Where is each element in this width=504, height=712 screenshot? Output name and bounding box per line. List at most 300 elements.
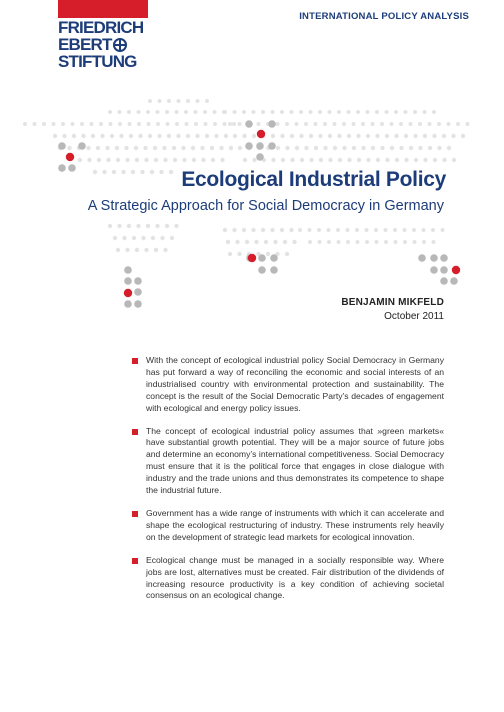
summary-list	[130, 355, 444, 613]
map-dot	[223, 228, 227, 232]
map-highlight-dot	[270, 254, 278, 262]
map-highlight-dot	[440, 266, 448, 274]
map-dot	[337, 110, 341, 114]
map-dot	[338, 158, 342, 162]
map-dot	[261, 228, 265, 232]
map-dot	[264, 240, 268, 244]
map-dot	[352, 122, 356, 126]
map-dot	[214, 134, 218, 138]
map-dot	[252, 158, 256, 162]
map-dot	[365, 228, 369, 232]
list-item: The concept of ecological industrial policy assumes that »green markets« have substantial growth potential. They will be a major source of future jobs and determine an economy’s international competitiveness. Social Democracy must ensure that it is the political force that engages in close dialogue with industry and the trade unions and thus demonstrates its competence to shape the industrial future.	[130, 426, 444, 497]
map-dot	[328, 134, 332, 138]
map-dot	[298, 228, 302, 232]
map-dot	[159, 170, 163, 174]
map-dot	[154, 158, 158, 162]
map-highlight-dot	[78, 142, 86, 150]
map-dot	[67, 146, 71, 150]
map-dot	[223, 122, 227, 126]
map-dot	[140, 170, 144, 174]
map-dot	[108, 110, 112, 114]
map-dot	[432, 134, 436, 138]
map-dot	[366, 158, 370, 162]
map-dot	[129, 134, 133, 138]
map-dot	[318, 240, 322, 244]
map-dot	[160, 236, 164, 240]
map-dot	[157, 134, 161, 138]
map-dot	[319, 158, 323, 162]
map-dot	[271, 110, 275, 114]
map-dot	[163, 158, 167, 162]
map-dot	[186, 134, 190, 138]
map-dot	[395, 158, 399, 162]
map-dot	[361, 146, 365, 150]
map-dot	[422, 240, 426, 244]
map-dot	[156, 122, 160, 126]
map-dot	[172, 146, 176, 150]
map-dot	[285, 252, 289, 256]
map-dot	[167, 134, 171, 138]
map-dot	[437, 146, 441, 150]
map-dot	[119, 134, 123, 138]
map-dot	[136, 224, 140, 228]
map-dot	[442, 158, 446, 162]
map-dot	[165, 224, 169, 228]
map-dot	[390, 146, 394, 150]
map-dot	[176, 134, 180, 138]
map-dot	[309, 134, 313, 138]
map-dot	[309, 110, 313, 114]
map-dot	[173, 158, 177, 162]
map-dot	[135, 248, 139, 252]
map-dot	[276, 122, 280, 126]
map-dot	[251, 228, 255, 232]
map-dot	[308, 240, 312, 244]
map-dot	[52, 122, 56, 126]
map-dot	[93, 170, 97, 174]
map-dot	[138, 134, 142, 138]
map-highlight-dot	[68, 164, 76, 172]
map-dot	[304, 146, 308, 150]
map-highlight-dot	[440, 254, 448, 262]
map-highlight-dot	[134, 288, 142, 296]
map-dot	[376, 158, 380, 162]
map-dot	[116, 248, 120, 252]
map-dot	[399, 122, 403, 126]
map-dot	[428, 122, 432, 126]
map-dot	[233, 110, 237, 114]
map-highlight-dot	[245, 120, 253, 128]
map-dot	[314, 122, 318, 126]
red-square-bullet-icon	[132, 358, 138, 364]
map-dot	[375, 110, 379, 114]
map-highlight-dot	[268, 142, 276, 150]
map-dot	[124, 146, 128, 150]
map-dot	[442, 134, 446, 138]
map-dot	[314, 146, 318, 150]
map-dot	[201, 158, 205, 162]
map-dot	[213, 110, 217, 114]
map-dot	[422, 228, 426, 232]
map-dot	[166, 122, 170, 126]
map-highlight-dot	[134, 277, 142, 285]
map-dot	[380, 122, 384, 126]
map-dot	[266, 252, 270, 256]
map-dot	[346, 240, 350, 244]
map-dot	[158, 99, 162, 103]
map-dot	[280, 228, 284, 232]
map-dot	[71, 122, 75, 126]
map-dot	[371, 122, 375, 126]
series-label: INTERNATIONAL POLICY ANALYSIS	[299, 11, 469, 22]
map-marker-dot	[248, 254, 256, 262]
map-dot	[177, 99, 181, 103]
map-dot	[238, 122, 242, 126]
world-dot-map	[0, 0, 504, 320]
map-dot	[96, 146, 100, 150]
map-dot	[252, 134, 256, 138]
map-dot	[80, 122, 84, 126]
map-dot	[361, 122, 365, 126]
map-dot	[466, 122, 470, 126]
map-dot	[125, 158, 129, 162]
logo-line: FRIEDRICH	[58, 18, 144, 37]
map-dot	[243, 158, 247, 162]
map-highlight-dot	[124, 266, 132, 274]
map-dot	[228, 122, 232, 126]
map-dot	[106, 158, 110, 162]
map-dot	[257, 122, 261, 126]
map-dot	[418, 122, 422, 126]
map-dot	[229, 146, 233, 150]
map-dot	[151, 236, 155, 240]
map-dot	[283, 240, 287, 244]
map-dot	[132, 236, 136, 240]
map-dot	[342, 122, 346, 126]
map-dot	[403, 228, 407, 232]
map-dot	[413, 240, 417, 244]
map-dot	[181, 146, 185, 150]
map-dot	[112, 170, 116, 174]
map-highlight-dot	[440, 277, 448, 285]
map-highlight-dot	[258, 266, 266, 274]
map-dot	[87, 158, 91, 162]
map-dot	[280, 110, 284, 114]
map-dot	[295, 122, 299, 126]
map-dot	[399, 146, 403, 150]
map-dot	[226, 240, 230, 244]
map-dot	[295, 146, 299, 150]
map-dot	[437, 122, 441, 126]
map-dot	[232, 122, 236, 126]
map-marker-dot	[452, 266, 460, 274]
map-dot	[336, 228, 340, 232]
map-dot	[432, 110, 436, 114]
map-dot	[357, 158, 361, 162]
map-dot	[205, 99, 209, 103]
map-dot	[242, 110, 246, 114]
map-dot	[337, 240, 341, 244]
map-dot	[182, 158, 186, 162]
map-dot	[308, 228, 312, 232]
map-dot	[333, 146, 337, 150]
map-dot	[122, 236, 126, 240]
map-marker-dot	[66, 153, 74, 161]
map-dot	[289, 228, 293, 232]
map-highlight-dot	[430, 254, 438, 262]
map-dot	[135, 158, 139, 162]
map-highlight-dot	[258, 254, 266, 262]
map-dot	[375, 240, 379, 244]
map-dot	[91, 134, 95, 138]
map-dot	[413, 110, 417, 114]
map-dot	[352, 146, 356, 150]
map-dot	[431, 228, 435, 232]
map-dot	[191, 146, 195, 150]
map-dot	[366, 134, 370, 138]
map-dot	[219, 146, 223, 150]
map-dot	[127, 110, 131, 114]
map-dot	[72, 134, 76, 138]
map-marker-dot	[124, 289, 132, 297]
map-dot	[100, 134, 104, 138]
map-dot	[254, 240, 258, 244]
map-dot	[374, 228, 378, 232]
map-dot	[242, 134, 246, 138]
map-dot	[118, 110, 122, 114]
map-highlight-dot	[256, 153, 264, 161]
map-dot	[146, 110, 150, 114]
map-dot	[118, 122, 122, 126]
map-dot	[33, 122, 37, 126]
map-dot	[342, 146, 346, 150]
map-dot	[327, 228, 331, 232]
map-dot	[169, 170, 173, 174]
map-dot	[452, 158, 456, 162]
map-dot	[318, 110, 322, 114]
map-highlight-dot	[245, 142, 253, 150]
logo-line: EBERT	[58, 36, 148, 53]
map-dot	[245, 240, 249, 244]
map-dot	[299, 110, 303, 114]
map-dot	[86, 146, 90, 150]
map-highlight-dot	[270, 266, 278, 274]
map-dot	[394, 134, 398, 138]
map-dot	[285, 122, 289, 126]
map-dot	[144, 248, 148, 252]
map-highlight-dot	[58, 164, 66, 172]
map-dot	[184, 110, 188, 114]
map-dot	[213, 122, 217, 126]
map-dot	[131, 170, 135, 174]
map-dot	[393, 228, 397, 232]
map-dot	[141, 236, 145, 240]
map-dot	[242, 228, 246, 232]
map-highlight-dot	[124, 277, 132, 285]
map-dot	[290, 158, 294, 162]
map-dot	[323, 146, 327, 150]
map-dot	[78, 158, 82, 162]
map-dot	[300, 158, 304, 162]
map-dot	[456, 122, 460, 126]
map-dot	[134, 146, 138, 150]
map-dot	[441, 228, 445, 232]
map-dot	[204, 122, 208, 126]
map-dot	[390, 122, 394, 126]
map-dot	[167, 99, 171, 103]
page-subtitle: A Strategic Approach for Social Democracy in Germany	[87, 198, 444, 214]
map-dot	[375, 134, 379, 138]
map-dot	[447, 122, 451, 126]
list-item: Ecological change must be managed in a socially responsible way. Where jobs are lost, alternatives must be created. Fair distribution of the dividends of increasing resource productivity is a key condition of achieving societal consensus on an ecological change.	[130, 555, 444, 603]
map-dot	[413, 134, 417, 138]
map-dot	[220, 158, 224, 162]
map-dot	[108, 224, 112, 228]
map-dot	[102, 170, 106, 174]
map-dot	[235, 240, 239, 244]
map-dot	[99, 122, 103, 126]
map-dot	[117, 224, 121, 228]
map-dot	[371, 146, 375, 150]
map-dot	[194, 110, 198, 114]
map-dot	[194, 122, 198, 126]
map-dot	[409, 122, 413, 126]
map-dot	[233, 134, 237, 138]
map-dot	[200, 146, 204, 150]
map-dot	[384, 240, 388, 244]
map-dot	[174, 224, 178, 228]
map-dot	[153, 146, 157, 150]
map-dot	[137, 110, 141, 114]
map-dot	[333, 122, 337, 126]
map-dot	[356, 134, 360, 138]
map-dot	[162, 146, 166, 150]
map-dot	[414, 158, 418, 162]
list-item: Government has a wide range of instruments with which it can accelerate and shape the ecological restructuring of industry. These instruments rely heavily on the development of strategic lead markets for ecological innovation.	[130, 508, 444, 544]
map-dot	[185, 122, 189, 126]
map-dot	[328, 158, 332, 162]
map-dot	[299, 134, 303, 138]
map-dot	[290, 134, 294, 138]
map-dot	[156, 110, 160, 114]
map-dot	[328, 110, 332, 114]
map-dot	[346, 228, 350, 232]
map-dot	[292, 240, 296, 244]
list-item: With the concept of ecological industrial policy Social Democracy in Germany has put forward a way of reconciling the economic and social interests of an industrialised country with environmental protection and sustainability. The concept is the result of the Social Democratic Party’s decades of engagement with ecological and energy policy issues.	[130, 355, 444, 415]
map-dot	[42, 122, 46, 126]
map-dot	[355, 228, 359, 232]
map-highlight-dot	[256, 142, 264, 150]
map-dot	[423, 110, 427, 114]
map-dot	[192, 158, 196, 162]
map-dot	[232, 228, 236, 232]
map-dot	[186, 99, 190, 103]
map-dot	[385, 134, 389, 138]
map-dot	[128, 122, 132, 126]
map-dot	[347, 158, 351, 162]
map-dot	[366, 110, 370, 114]
map-dot	[163, 248, 167, 252]
red-square-bullet-icon	[132, 511, 138, 517]
map-highlight-dot	[124, 300, 132, 308]
map-dot	[115, 146, 119, 150]
map-dot	[196, 99, 200, 103]
map-dot	[412, 228, 416, 232]
map-dot	[211, 158, 215, 162]
map-dot	[447, 146, 451, 150]
map-dot	[113, 236, 117, 240]
map-dot	[137, 122, 141, 126]
map-dot	[125, 248, 129, 252]
map-dot	[347, 134, 351, 138]
map-highlight-dot	[430, 266, 438, 274]
map-dot	[290, 110, 294, 114]
map-dot	[337, 134, 341, 138]
map-dot	[90, 122, 94, 126]
publication-date: October 2011	[384, 311, 444, 322]
map-dot	[423, 158, 427, 162]
map-dot	[428, 146, 432, 150]
map-dot	[210, 146, 214, 150]
map-dot	[238, 146, 242, 150]
map-dot	[394, 110, 398, 114]
map-dot	[281, 158, 285, 162]
map-dot	[62, 134, 66, 138]
map-dot	[203, 110, 207, 114]
map-dot	[224, 134, 228, 138]
map-dot	[148, 99, 152, 103]
map-dot	[323, 122, 327, 126]
map-dot	[404, 134, 408, 138]
red-square-bullet-icon	[132, 558, 138, 564]
author-name: BENJAMIN MIKFELD	[341, 297, 444, 308]
map-dot	[365, 240, 369, 244]
map-dot	[81, 134, 85, 138]
map-dot	[170, 236, 174, 240]
map-dot	[223, 110, 227, 114]
map-dot	[252, 110, 256, 114]
map-dot	[23, 122, 27, 126]
map-dot	[304, 122, 308, 126]
map-dot	[451, 134, 455, 138]
page-title: Ecological Industrial Policy	[181, 168, 446, 191]
map-dot	[404, 110, 408, 114]
map-dot	[347, 110, 351, 114]
map-dot	[423, 134, 427, 138]
map-dot	[318, 134, 322, 138]
map-dot	[327, 240, 331, 244]
map-dot	[409, 146, 413, 150]
map-dot	[461, 134, 465, 138]
map-dot	[404, 158, 408, 162]
map-dot	[237, 252, 241, 256]
map-dot	[53, 134, 57, 138]
map-dot	[273, 240, 277, 244]
map-dot	[155, 224, 159, 228]
map-dot	[385, 158, 389, 162]
map-dot	[271, 134, 275, 138]
map-dot	[228, 252, 232, 256]
logo-line: STIFTUNG	[58, 52, 137, 71]
map-dot	[148, 134, 152, 138]
map-highlight-dot	[418, 254, 426, 262]
map-dot	[146, 224, 150, 228]
map-dot	[105, 146, 109, 150]
map-dot	[175, 110, 179, 114]
map-dot	[147, 122, 151, 126]
map-dot	[356, 240, 360, 244]
map-dot	[309, 158, 313, 162]
